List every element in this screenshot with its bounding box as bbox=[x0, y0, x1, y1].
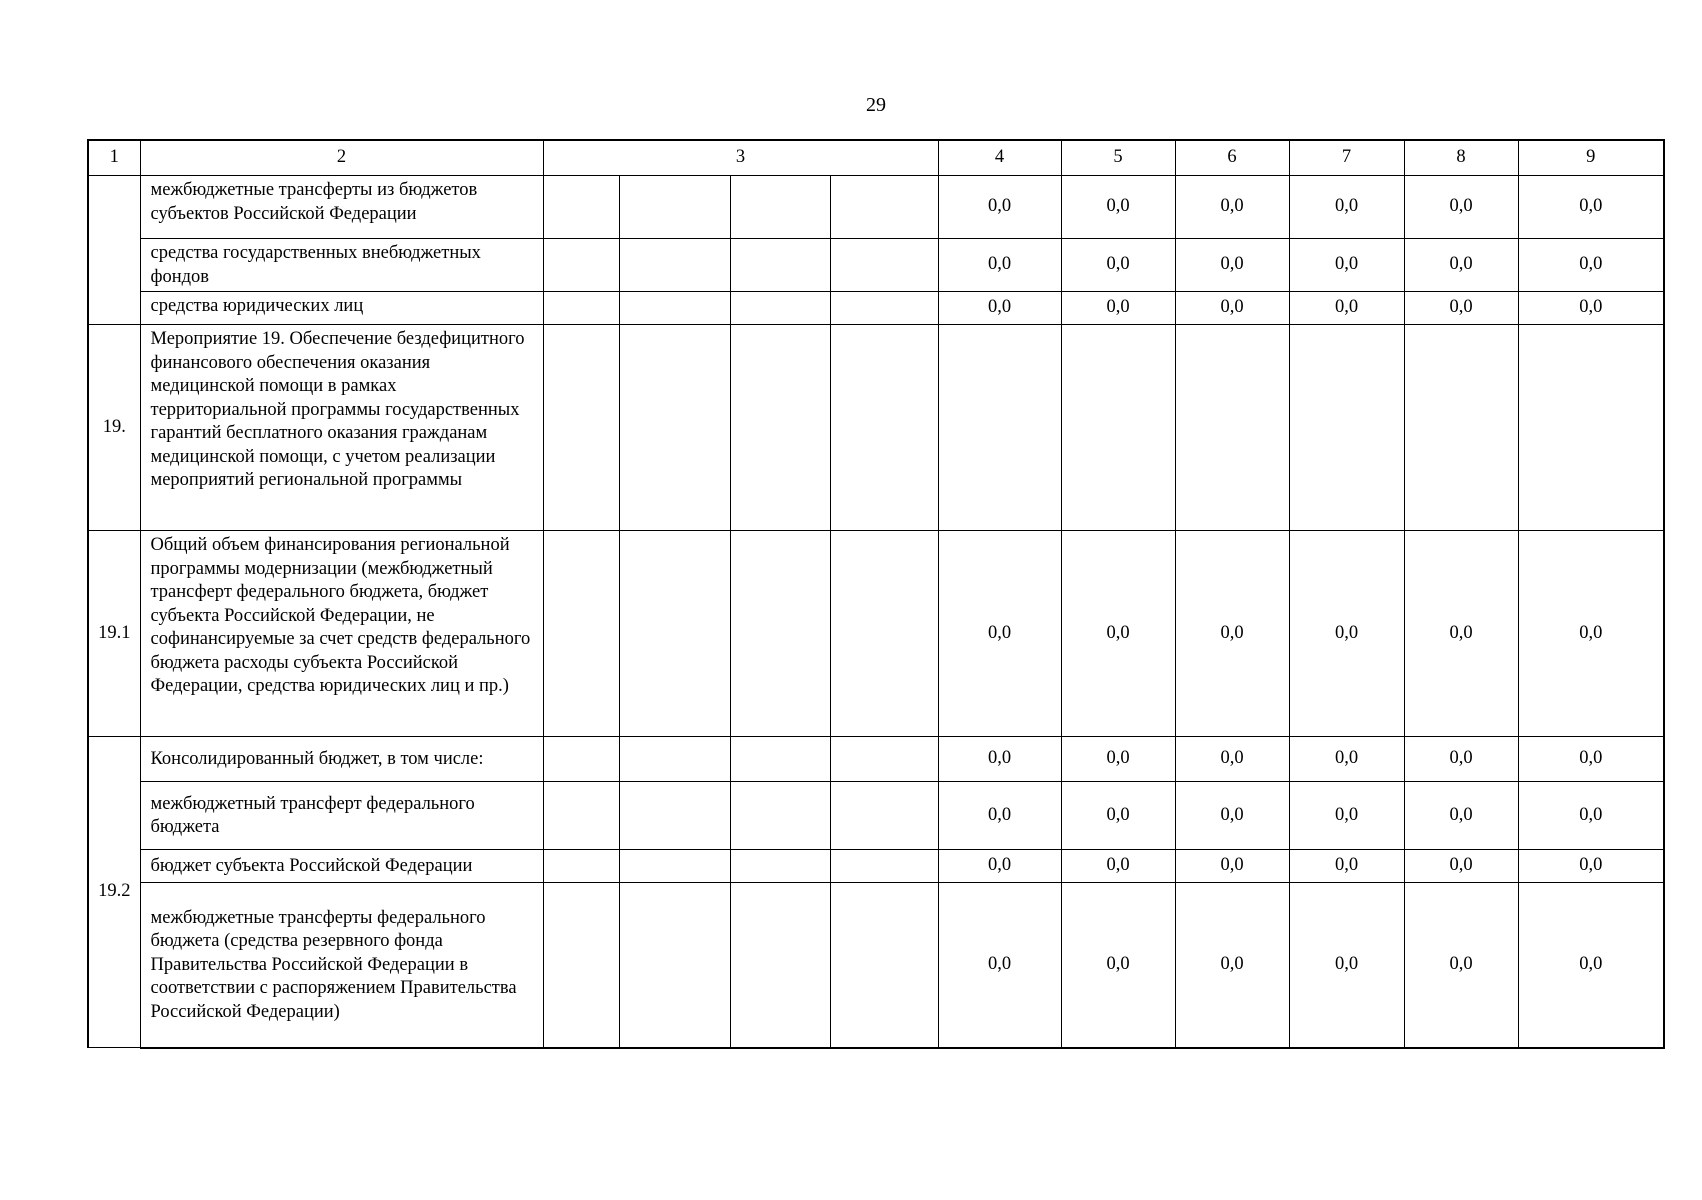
empty-cell bbox=[619, 531, 730, 737]
value-cell: 0,0 bbox=[1289, 292, 1404, 325]
empty-cell bbox=[619, 239, 730, 292]
empty-cell bbox=[619, 325, 730, 531]
table-row bbox=[88, 325, 1664, 531]
value-cell: 0,0 bbox=[1404, 531, 1518, 737]
row-description: Консолидированный бюджет, в том числе: bbox=[140, 737, 543, 782]
value-cell: 0,0 bbox=[1061, 782, 1175, 850]
col-header-1: 1 bbox=[88, 140, 140, 176]
value-cell: 0,0 bbox=[1518, 239, 1664, 292]
col-header-2: 2 bbox=[140, 140, 543, 176]
value-cell: 0,0 bbox=[1061, 883, 1175, 1048]
value-cell: 0,0 bbox=[1518, 737, 1664, 782]
value-cell: 0,0 bbox=[1061, 239, 1175, 292]
row-number-cell: 19. bbox=[88, 325, 140, 531]
empty-cell bbox=[543, 883, 619, 1048]
value-cell: 0,0 bbox=[1404, 292, 1518, 325]
empty-cell bbox=[543, 239, 619, 292]
row-description: межбюджетный трансферт федерального бюджета bbox=[140, 782, 543, 850]
value-cell: 0,0 bbox=[938, 239, 1061, 292]
table-row bbox=[88, 531, 1664, 737]
value-cell: 0,0 bbox=[1518, 531, 1664, 737]
value-cell: 0,0 bbox=[1061, 850, 1175, 883]
value-cell: 0,0 bbox=[1289, 850, 1404, 883]
col-header-8: 8 bbox=[1404, 140, 1518, 176]
table-row bbox=[88, 782, 1664, 850]
value-cell: 0,0 bbox=[1175, 737, 1289, 782]
empty-cell bbox=[730, 239, 830, 292]
row-description: средства государственных внебюджетных фондов bbox=[140, 239, 543, 292]
value-cell: 0,0 bbox=[938, 531, 1061, 737]
value-cell: 0,0 bbox=[1175, 850, 1289, 883]
budget-table bbox=[87, 139, 1665, 1049]
col-header-7: 7 bbox=[1289, 140, 1404, 176]
page-number: 29 bbox=[866, 94, 886, 116]
value-cell bbox=[1289, 325, 1404, 531]
empty-cell bbox=[830, 737, 938, 782]
value-cell: 0,0 bbox=[1289, 883, 1404, 1048]
empty-cell bbox=[730, 176, 830, 239]
empty-cell bbox=[619, 176, 730, 239]
value-cell: 0,0 bbox=[938, 782, 1061, 850]
table-row bbox=[88, 850, 1664, 883]
empty-cell bbox=[730, 883, 830, 1048]
value-cell: 0,0 bbox=[1518, 782, 1664, 850]
row-description: межбюджетные трансферты федерального бюджета (средства резервного фонда Правительства Российской Федерации в соответствии с распоряжением Правительства Российской Федерации) bbox=[140, 883, 543, 1048]
value-cell: 0,0 bbox=[938, 292, 1061, 325]
value-cell: 0,0 bbox=[1175, 176, 1289, 239]
value-cell: 0,0 bbox=[1061, 176, 1175, 239]
value-cell: 0,0 bbox=[1404, 737, 1518, 782]
value-cell: 0,0 bbox=[938, 883, 1061, 1048]
empty-cell bbox=[543, 737, 619, 782]
col-header-5: 5 bbox=[1061, 140, 1175, 176]
row-description: Общий объем финансирования региональной программы модернизации (межбюджетный трансферт федерального бюджета, бюджет субъекта Российской Федерации, не софинансируемые за счет средств федерального бюджета расходы субъекта Российской Федерации, средства юридических лиц и пр.) bbox=[140, 531, 543, 737]
table-row bbox=[88, 292, 1664, 325]
table-row bbox=[88, 239, 1664, 292]
empty-cell bbox=[830, 883, 938, 1048]
value-cell: 0,0 bbox=[1289, 737, 1404, 782]
row-description: бюджет субъекта Российской Федерации bbox=[140, 850, 543, 883]
row-description: средства юридических лиц bbox=[140, 292, 543, 325]
value-cell: 0,0 bbox=[938, 737, 1061, 782]
value-cell: 0,0 bbox=[1518, 292, 1664, 325]
empty-cell bbox=[543, 782, 619, 850]
empty-cell bbox=[543, 850, 619, 883]
col-header-3: 3 bbox=[543, 140, 938, 176]
value-cell bbox=[938, 325, 1061, 531]
value-cell: 0,0 bbox=[938, 850, 1061, 883]
empty-cell bbox=[619, 737, 730, 782]
value-cell: 0,0 bbox=[1518, 850, 1664, 883]
value-cell: 0,0 bbox=[1404, 883, 1518, 1048]
value-cell: 0,0 bbox=[1289, 239, 1404, 292]
value-cell: 0,0 bbox=[1175, 239, 1289, 292]
value-cell bbox=[1175, 325, 1289, 531]
value-cell bbox=[1061, 325, 1175, 531]
value-cell: 0,0 bbox=[1289, 176, 1404, 239]
empty-cell bbox=[619, 850, 730, 883]
row-number-cell bbox=[88, 176, 140, 325]
value-cell: 0,0 bbox=[1175, 292, 1289, 325]
value-cell: 0,0 bbox=[1061, 292, 1175, 325]
value-cell: 0,0 bbox=[1061, 531, 1175, 737]
value-cell: 0,0 bbox=[1404, 239, 1518, 292]
col-header-6: 6 bbox=[1175, 140, 1289, 176]
header-row bbox=[88, 140, 1664, 176]
empty-cell bbox=[619, 292, 730, 325]
table-row bbox=[88, 737, 1664, 782]
empty-cell bbox=[543, 531, 619, 737]
empty-cell bbox=[543, 176, 619, 239]
empty-cell bbox=[830, 850, 938, 883]
value-cell: 0,0 bbox=[1175, 883, 1289, 1048]
empty-cell bbox=[543, 325, 619, 531]
budget-table-container bbox=[87, 139, 1663, 1049]
empty-cell bbox=[830, 292, 938, 325]
value-cell bbox=[1404, 325, 1518, 531]
value-cell bbox=[1518, 325, 1664, 531]
empty-cell bbox=[830, 239, 938, 292]
value-cell: 0,0 bbox=[1289, 782, 1404, 850]
value-cell: 0,0 bbox=[1404, 782, 1518, 850]
value-cell: 0,0 bbox=[938, 176, 1061, 239]
value-cell: 0,0 bbox=[1518, 883, 1664, 1048]
row-number-cell: 19.1 bbox=[88, 531, 140, 737]
table-row bbox=[88, 883, 1664, 1048]
empty-cell bbox=[830, 325, 938, 531]
empty-cell bbox=[619, 883, 730, 1048]
row-number-cell: 19.2 bbox=[88, 737, 140, 1048]
value-cell: 0,0 bbox=[1175, 531, 1289, 737]
empty-cell bbox=[543, 292, 619, 325]
empty-cell bbox=[730, 850, 830, 883]
empty-cell bbox=[730, 737, 830, 782]
empty-cell bbox=[619, 782, 730, 850]
empty-cell bbox=[730, 292, 830, 325]
col-header-4: 4 bbox=[938, 140, 1061, 176]
value-cell: 0,0 bbox=[1175, 782, 1289, 850]
value-cell: 0,0 bbox=[1404, 176, 1518, 239]
empty-cell bbox=[730, 782, 830, 850]
value-cell: 0,0 bbox=[1061, 737, 1175, 782]
empty-cell bbox=[830, 531, 938, 737]
row-description: Мероприятие 19. Обеспечение бездефицитного финансового обеспечения оказания медицинской помощи в рамках территориальной программы государственных гарантий бесплатного оказания гражданам медицинской помощи, с учетом реализации мероприятий региональной программы bbox=[140, 325, 543, 531]
empty-cell bbox=[830, 782, 938, 850]
col-header-9: 9 bbox=[1518, 140, 1664, 176]
empty-cell bbox=[730, 531, 830, 737]
empty-cell bbox=[830, 176, 938, 239]
value-cell: 0,0 bbox=[1518, 176, 1664, 239]
empty-cell bbox=[730, 325, 830, 531]
value-cell: 0,0 bbox=[1404, 850, 1518, 883]
value-cell: 0,0 bbox=[1289, 531, 1404, 737]
table-row bbox=[88, 176, 1664, 239]
row-description: межбюджетные трансферты из бюджетов субъектов Российской Федерации bbox=[140, 176, 543, 239]
